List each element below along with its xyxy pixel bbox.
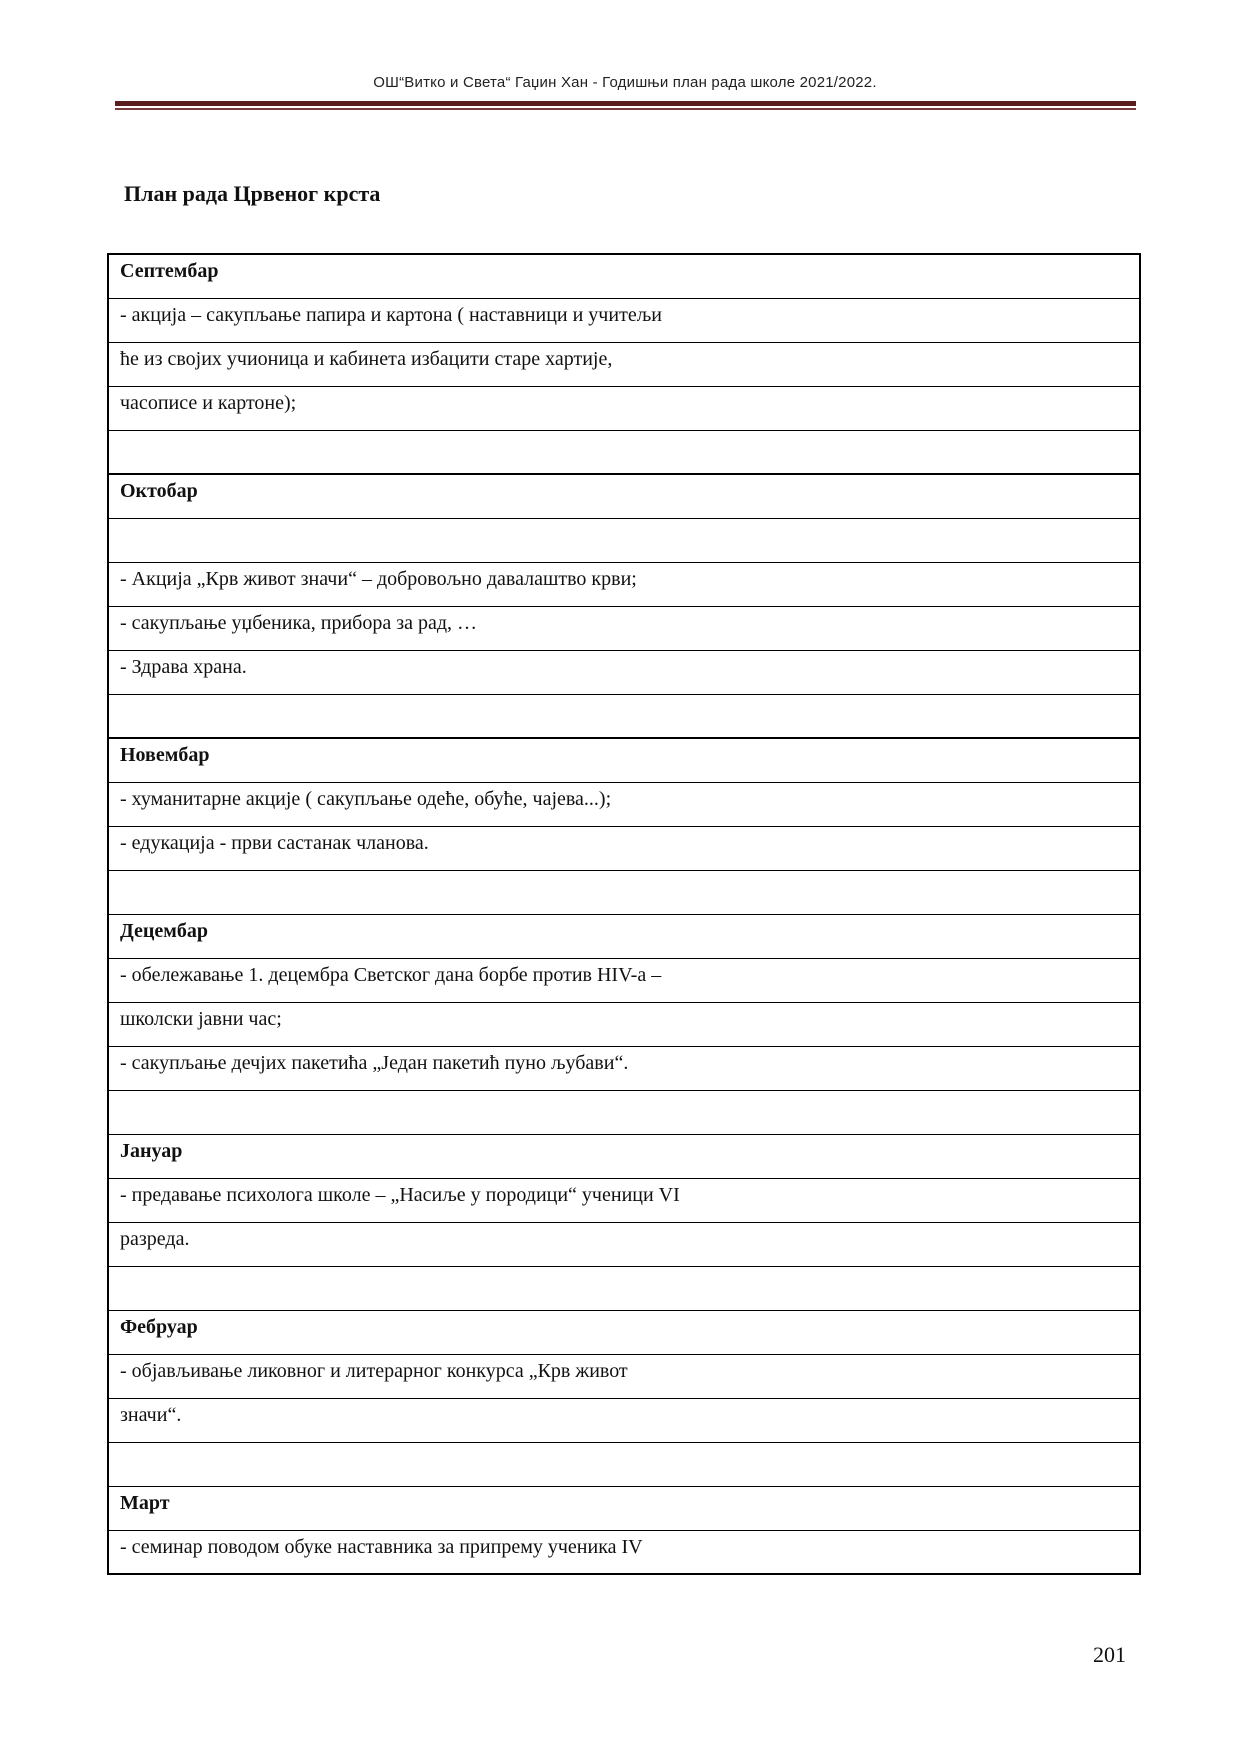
empty-row <box>108 1090 1140 1134</box>
table-cell: - семинар поводом обуке наставника за припрему ученика IV <box>108 1530 1140 1574</box>
table-row <box>108 1046 1140 1090</box>
table-cell <box>108 518 1140 562</box>
table-row <box>108 1222 1140 1266</box>
header-rule <box>115 101 1136 106</box>
month-heading: Новембар <box>108 738 1140 782</box>
table-cell: - сакупљање уџбеника, прибора за рад, … <box>108 606 1140 650</box>
month-heading: Март <box>108 1486 1140 1530</box>
header-rule-thin <box>115 108 1136 110</box>
month-heading-row <box>108 254 1140 298</box>
page-number: 201 <box>1093 1642 1126 1667</box>
table-cell <box>108 1090 1140 1134</box>
month-heading-row <box>108 738 1140 782</box>
month-heading-row <box>108 474 1140 518</box>
table-cell: - сакупљање дечјих пакетића „Један пакетић пуно љубави“. <box>108 1046 1140 1090</box>
table-row <box>108 1398 1140 1442</box>
table-cell: - акција – сакупљање папира и картона ( наставници и учитељи <box>108 298 1140 342</box>
empty-row <box>108 1266 1140 1310</box>
table-cell <box>108 870 1140 914</box>
plan-table <box>107 253 1141 1575</box>
table-cell: - Акција „Крв живот значи“ – добровољно давалаштво крви; <box>108 562 1140 606</box>
table-cell: часописе и картоне); <box>108 386 1140 430</box>
section-title: План рада Црвеног крста <box>124 181 381 206</box>
month-heading-row <box>108 1310 1140 1354</box>
month-heading-row <box>108 914 1140 958</box>
table-row <box>108 342 1140 386</box>
table-cell: - обележавање 1. децембра Светског дана борбе против HIV-а – <box>108 958 1140 1002</box>
table-cell: - објављивање ликовног и литерарног конкурса „Крв живот <box>108 1354 1140 1398</box>
table-row <box>108 958 1140 1002</box>
table-cell: школски јавни час; <box>108 1002 1140 1046</box>
month-heading-row <box>108 1486 1140 1530</box>
table-row <box>108 650 1140 694</box>
empty-row <box>108 518 1140 562</box>
table-row <box>108 606 1140 650</box>
table-cell <box>108 694 1140 738</box>
table-row <box>108 826 1140 870</box>
month-heading: Септембар <box>108 254 1140 298</box>
table-row <box>108 1178 1140 1222</box>
table-cell: разреда. <box>108 1222 1140 1266</box>
table-cell <box>108 1442 1140 1486</box>
running-header: ОШ“Витко и Света“ Гаџин Хан - Годишњи план рада школе 2021/2022. <box>373 74 877 91</box>
month-heading: Децембар <box>108 914 1140 958</box>
month-heading: Фебруар <box>108 1310 1140 1354</box>
empty-row <box>108 1442 1140 1486</box>
month-heading: Јануар <box>108 1134 1140 1178</box>
table-row <box>108 1354 1140 1398</box>
table-row <box>108 1530 1140 1574</box>
table-cell: - Здрава храна. <box>108 650 1140 694</box>
table-cell: - предавање психолога школе – „Насиље у породици“ ученици VI <box>108 1178 1140 1222</box>
table-row <box>108 1002 1140 1046</box>
table-cell <box>108 430 1140 474</box>
empty-row <box>108 430 1140 474</box>
table-row <box>108 386 1140 430</box>
empty-row <box>108 694 1140 738</box>
month-heading: Октобар <box>108 474 1140 518</box>
table-row <box>108 562 1140 606</box>
table-row <box>108 782 1140 826</box>
table-cell: ће из својих учионица и кабинета избацити старе хартије, <box>108 342 1140 386</box>
empty-row <box>108 870 1140 914</box>
table-row <box>108 298 1140 342</box>
table-cell <box>108 1266 1140 1310</box>
table-cell: значи“. <box>108 1398 1140 1442</box>
table-cell: - едукација - први састанак чланова. <box>108 826 1140 870</box>
month-heading-row <box>108 1134 1140 1178</box>
table-cell: - хуманитарне акције ( сакупљање одеће, обуће, чајева...); <box>108 782 1140 826</box>
